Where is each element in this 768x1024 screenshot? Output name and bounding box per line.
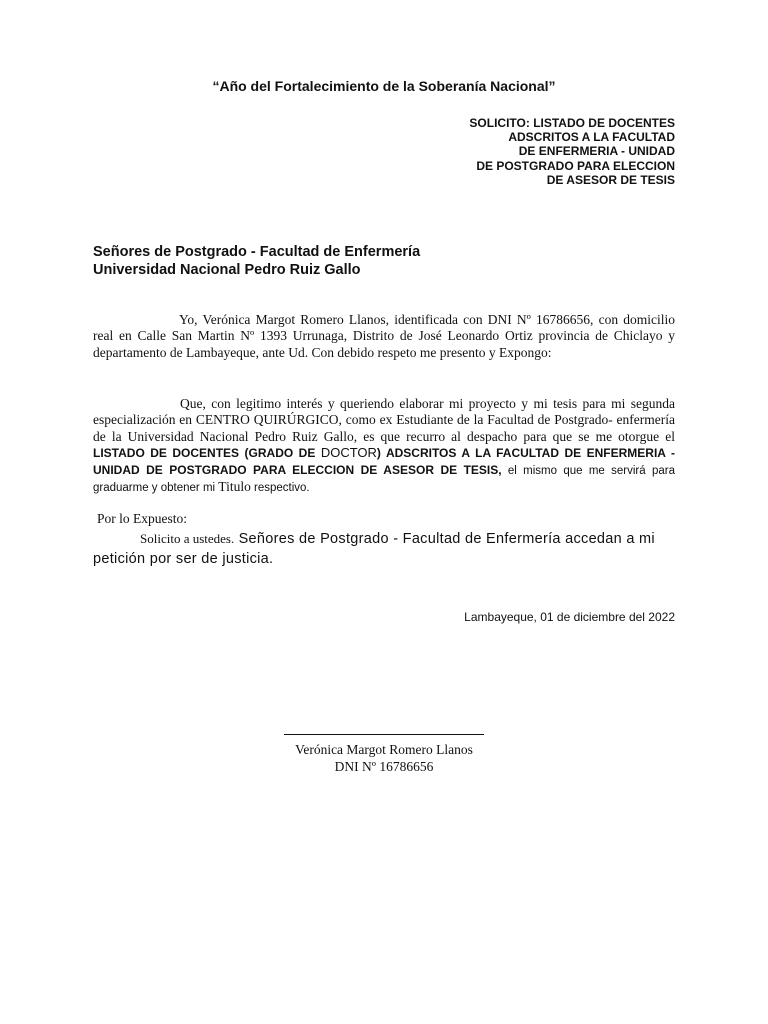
subject-block	[469, 116, 675, 187]
paragraph-request	[93, 396, 675, 496]
request-title-doctor: DOCTOR	[320, 445, 377, 461]
request-title-bold-cont: ) ADSCRITOS A LA FACULTAD DE ENFERMERIA - UNIDAD DE POSTGRADO PARA ELECCION DE ASESOR DE TESIS,	[93, 446, 675, 477]
signature-block	[0, 724, 768, 775]
paragraph-2-text: Que, con legitimo interés y queriendo elaborar mi proyecto y mi tesis para mi segunda especialización en CENTRO QUIRÚRGICO, como ex Estudiante de la Facultad de Postgrado- enfermería de la Universidad Nacional Pedro Ruiz Gallo, es que recurro al despacho para que se me otorgue el	[93, 396, 675, 444]
date-line: Lambayeque, 01 de diciembre del 2022	[464, 610, 675, 624]
paragraph-2-end: respectivo.	[250, 482, 310, 495]
request-title-bold: LISTADO DE DOCENTES (GRADO DE	[93, 446, 321, 461]
signer-name: Verónica Margot Romero Llanos	[295, 742, 473, 757]
closing-block	[93, 511, 675, 569]
addressee-line-2: Universidad Nacional Pedro Ruiz Gallo	[93, 262, 361, 278]
paragraph-2-tail: el mismo que me servirá para graduarme y obtener mi	[93, 464, 675, 495]
closing-rest: Señores de Postgrado - Facultad de Enfermería accedan a mi petición por ser de justicia.	[93, 531, 655, 567]
year-motto: “Año del Fortalecimiento de la Soberanía Nacional”	[212, 78, 556, 94]
closing-intro: Por lo Expuesto:	[97, 511, 187, 526]
signer-dni: DNI Nº 16786656	[334, 759, 434, 774]
subject-line: ADSCRITOS A LA FACULTAD	[508, 130, 675, 145]
subject-line: DE ENFERMERIA - UNIDAD	[518, 144, 675, 159]
paragraph-1-text: Yo, Verónica Margot Romero Llanos, identificada con DNI Nº 16786656, con domicilio real en Calle San Martin Nº 1393 Urrunaga, Distrito de José Leonardo Ortiz provincia de Chiclayo y departamento de Lambayeque, ante Ud. Con debido respeto me presento y Expongo:	[93, 312, 675, 360]
signature-line	[284, 724, 484, 735]
addressee-line-1: Señores de Postgrado - Facultad de Enfermería	[93, 244, 421, 260]
closing-body	[93, 529, 675, 569]
subject-line: DE ASESOR DE TESIS	[546, 172, 675, 187]
closing-lead: Solicito a ustedes.	[140, 531, 235, 546]
paragraph-identification	[93, 312, 675, 361]
paragraph-2-titulo: Titulo	[218, 479, 251, 495]
subject-line: DE POSTGRADO PARA ELECCION	[476, 158, 675, 173]
addressee-block	[93, 243, 420, 279]
subject-line: SOLICITO: LISTADO DE DOCENTES	[469, 116, 675, 130]
